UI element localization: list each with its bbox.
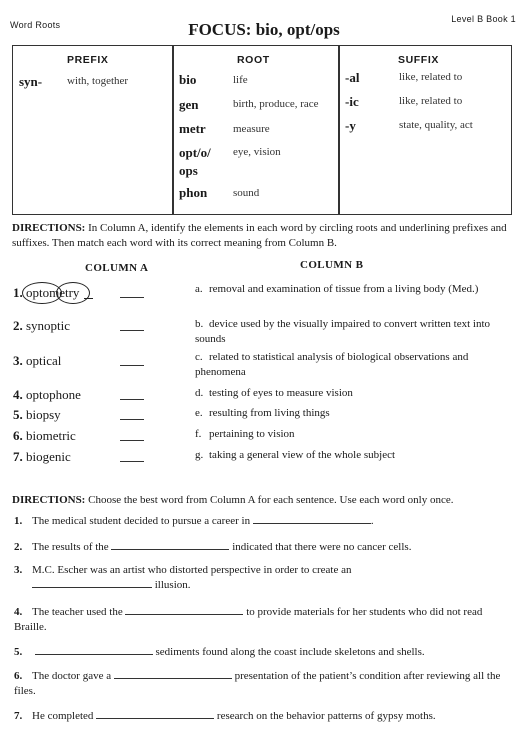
sentence-after: indicated that there were no cancer cells.: [232, 541, 412, 553]
word-text: optophone: [26, 387, 81, 402]
sentence-item: [14, 514, 509, 529]
sentence-after: sediments found along the coast include skeletons and shells.: [155, 646, 425, 658]
prefix-term: syn-: [19, 74, 43, 89]
answer-blank[interactable]: [125, 614, 243, 615]
definition-text: related to statistical analysis of biological observations and phenomena: [195, 351, 469, 378]
sentence-item: [14, 563, 509, 578]
sentence-after: research on the behavior patterns of gypsy moths.: [216, 710, 436, 722]
column-b-item: [195, 406, 505, 421]
column-b-item: [195, 317, 505, 347]
word-text: biogenic: [26, 449, 71, 464]
root-meaning: measure: [233, 123, 270, 135]
column-a-item: [13, 428, 76, 444]
directions-text: Choose the best word from Column A for each sentence. Use each word only once.: [85, 494, 454, 506]
answer-blank[interactable]: [120, 419, 144, 420]
directions-1: [12, 221, 512, 251]
column-a-item: [13, 449, 71, 465]
column-a-item: [13, 353, 61, 369]
column-b-item: [195, 427, 505, 442]
sentence-item: [14, 605, 509, 635]
suffix-term: -al: [345, 70, 360, 85]
suffix-meaning: like, related to: [399, 71, 463, 83]
column-a-item: [13, 285, 79, 301]
column-a-item: [13, 407, 61, 423]
item-number: 5.: [13, 407, 23, 422]
header-left: Word Roots: [10, 20, 61, 30]
sentence-after: presentation of the patient’s condition after reviewing all the files.: [14, 670, 501, 697]
item-letter: e.: [195, 407, 203, 419]
word-text: biometric: [26, 428, 76, 443]
root-term: gen: [179, 97, 199, 112]
item-number: 3.: [14, 564, 23, 576]
word-optometry: [26, 285, 79, 300]
root-term: metr: [179, 121, 206, 136]
directions-label: DIRECTIONS:: [12, 494, 86, 506]
definition-text: resulting from living things: [209, 407, 330, 419]
sentence-item: [14, 540, 509, 555]
answer-blank[interactable]: [120, 297, 144, 298]
suffix-meaning: like, related to: [399, 95, 463, 107]
page-title: FOCUS: bio, opt/ops: [188, 20, 340, 39]
sentence-before: M.C. Escher was an artist who distorted perspective in order to create an: [32, 564, 352, 576]
item-number: 7.: [14, 710, 23, 722]
table-divider: [172, 46, 174, 214]
sentence-before: The results of the: [32, 541, 109, 553]
answer-blank[interactable]: [253, 523, 371, 524]
suffix-header: SUFFIX: [398, 54, 439, 66]
answer-blank[interactable]: [120, 330, 144, 331]
directions-label: DIRECTIONS:: [12, 222, 86, 234]
item-number: 7.: [13, 449, 23, 464]
column-a-item: [13, 318, 70, 334]
column-b-item: [195, 386, 505, 401]
column-a-heading: COLUMN A: [85, 262, 149, 274]
item-letter: b.: [195, 318, 204, 330]
answer-blank[interactable]: [120, 399, 144, 400]
answer-blank[interactable]: [35, 654, 153, 655]
word-text: optical: [26, 353, 62, 368]
root-term: phon: [179, 185, 208, 200]
item-number: 2.: [13, 318, 23, 333]
definition-text: device used by the visually impaired to convert written text into sounds: [195, 318, 491, 345]
suffix-term: -y: [345, 118, 356, 133]
table-divider: [338, 46, 340, 214]
sentence-continuation: [32, 578, 191, 593]
sentence-before: The teacher used the: [32, 606, 123, 618]
item-number: 1.: [13, 285, 23, 300]
item-letter: c.: [195, 351, 203, 363]
sentence-before: The doctor gave a: [32, 670, 112, 682]
root-term: opt/o/ ops: [179, 145, 211, 178]
directions-2: [12, 493, 517, 508]
definition-text: testing of eyes to measure vision: [209, 387, 353, 399]
sentence-item: [14, 645, 509, 660]
root-meaning: life: [233, 74, 248, 86]
definition-text: pertaining to vision: [209, 428, 295, 440]
root-meaning: eye, vision: [233, 146, 281, 158]
prefix-meaning: with, together: [67, 75, 129, 87]
answer-blank[interactable]: [120, 365, 144, 366]
sentence-item: [14, 709, 509, 724]
answer-blank[interactable]: [114, 678, 232, 679]
word-text: biopsy: [26, 407, 61, 422]
word-parts-table: [12, 45, 512, 215]
item-number: 2.: [14, 541, 23, 553]
item-number: 4.: [14, 606, 23, 618]
sentence-after: illusion.: [154, 579, 191, 591]
answer-blank[interactable]: [120, 461, 144, 462]
root-term: bio: [179, 72, 197, 87]
root-header: ROOT: [237, 54, 270, 66]
sentence-item: [14, 669, 509, 699]
column-a-item: [13, 387, 81, 403]
answer-blank[interactable]: [111, 549, 229, 550]
item-number: 4.: [13, 387, 23, 402]
item-number: 1.: [14, 515, 23, 527]
header-right: Level B Book 1: [451, 14, 516, 24]
answer-blank[interactable]: [120, 440, 144, 441]
word-text: synoptic: [26, 318, 71, 333]
definition-text: removal and examination of tissue from a living body (Med.): [209, 283, 479, 295]
word-text: optometry: [26, 285, 80, 300]
item-number: 5.: [14, 646, 23, 658]
prefix-header: PREFIX: [67, 54, 109, 66]
directions-text: In Column A, identify the elements in each word by circling roots and underlining prefixes and suffixes. Then match each word with its correct meaning from Column B.: [12, 222, 507, 249]
item-letter: d.: [195, 387, 204, 399]
root-circle: [56, 282, 90, 304]
item-number: 6.: [14, 670, 23, 682]
column-b-heading: COLUMN B: [300, 259, 364, 271]
item-number: 3.: [13, 353, 23, 368]
definition-text: taking a general view of the whole subject: [209, 449, 396, 461]
column-b-item: [195, 282, 505, 297]
column-b-item: [195, 448, 505, 463]
suffix-meaning: state, quality, act: [399, 119, 473, 131]
suffix-term: -ic: [345, 94, 359, 109]
item-number: 6.: [13, 428, 23, 443]
sentence-after: to provide materials for her students who did not read Braille.: [14, 606, 483, 633]
item-letter: f.: [195, 428, 202, 440]
sentence-after: .: [370, 515, 374, 527]
item-letter: g.: [195, 449, 204, 461]
suffix-underline: [84, 298, 93, 299]
column-b-item: [195, 350, 505, 380]
sentence-before: The medical student decided to pursue a career in: [32, 515, 251, 527]
sentence-before: He completed: [32, 710, 94, 722]
answer-blank[interactable]: [96, 718, 214, 719]
root-meaning: birth, produce, race: [233, 98, 319, 110]
root-meaning: sound: [233, 187, 260, 199]
answer-blank[interactable]: [32, 587, 152, 588]
item-letter: a.: [195, 283, 203, 295]
